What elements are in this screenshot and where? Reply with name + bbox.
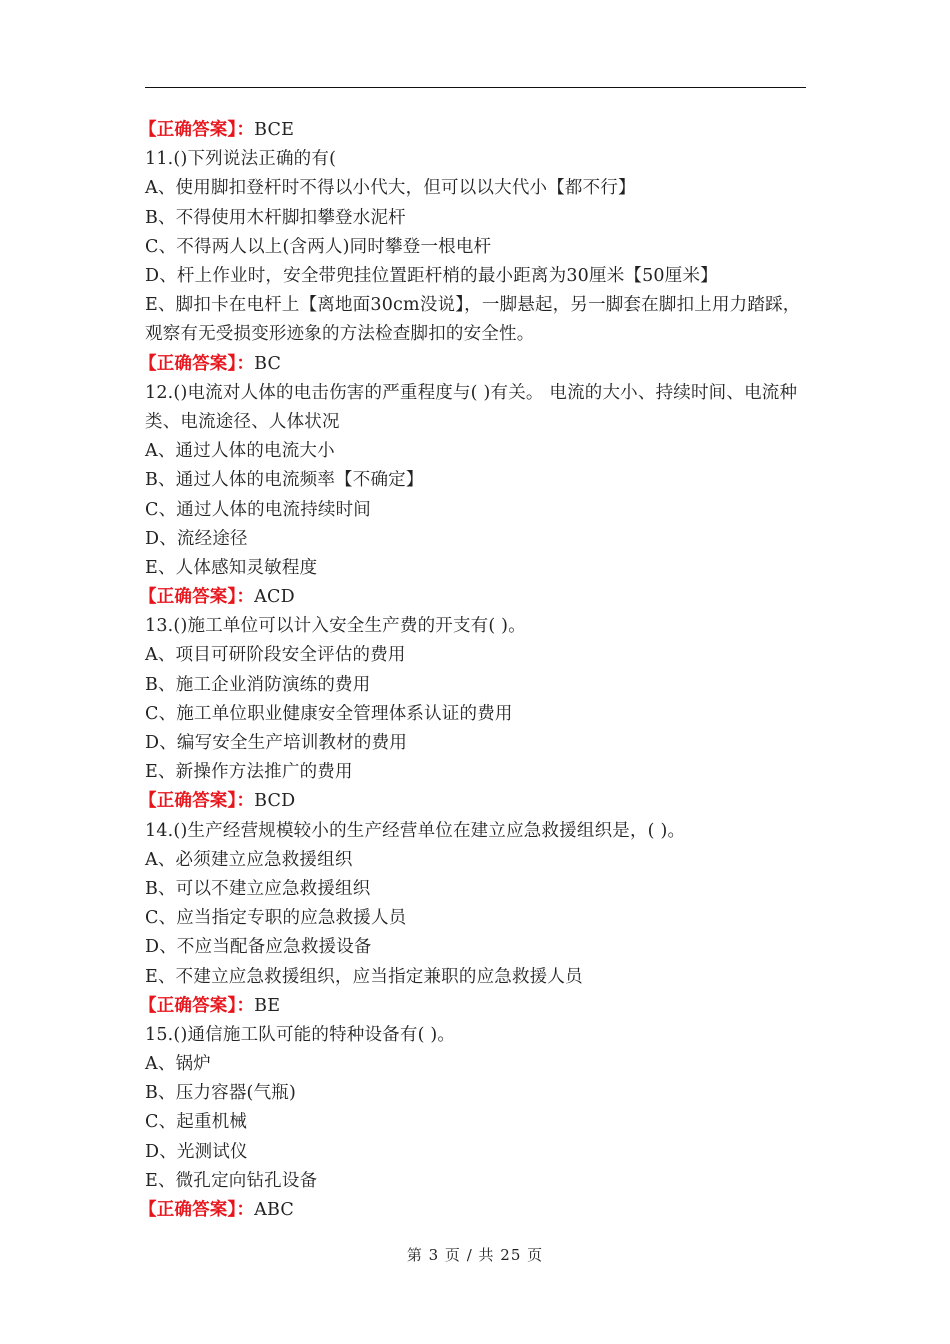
answer-line — [139, 992, 810, 1021]
option-e: E、微孔定向钻孔设备 — [145, 1170, 318, 1191]
answer-value: BCE — [254, 120, 295, 140]
question-stem: 12.()电流对人体的电击伤害的严重程度与( )有关。 电流的大小、持续时间、电流种类、电流途径、人体状况 — [145, 382, 798, 432]
answer-line — [139, 116, 810, 145]
question-stem: 11.()下列说法正确的有( — [145, 149, 337, 170]
answer-line — [139, 787, 810, 816]
question-block — [139, 817, 810, 1021]
question-block — [139, 145, 810, 379]
option-a: A、项目可研阶段安全评估的费用 — [145, 645, 406, 666]
option-e: E、人体感知灵敏程度 — [145, 557, 318, 578]
answer-label: 【正确答案】： — [139, 120, 255, 140]
option-a: A、通过人体的电流大小 — [145, 441, 335, 462]
answer-label: 【正确答案】： — [139, 353, 255, 374]
page-content — [139, 116, 810, 1225]
option-e: E、不建立应急救援组织，应当指定兼职的应急救援人员 — [145, 966, 583, 987]
answer-label: 【正确答案】： — [139, 995, 255, 1016]
option-c: C、施工单位职业健康安全管理体系认证的费用 — [145, 703, 513, 724]
option-a: A、锅炉 — [145, 1054, 211, 1075]
answer-line — [139, 350, 810, 379]
question-stem: 15.()通信施工队可能的特种设备有( )。 — [145, 1024, 456, 1045]
option-c: C、不得两人以上(含两人)同时攀登一根电杆 — [145, 236, 492, 257]
answer-line — [139, 583, 810, 612]
answer-value: BCD — [254, 791, 296, 812]
option-c: C、应当指定专职的应急救援人员 — [145, 908, 407, 929]
option-d: D、流经途径 — [145, 528, 248, 549]
option-b: B、不得使用木杆脚扣攀登水泥杆 — [145, 207, 406, 228]
option-d: D、光测试仪 — [145, 1141, 248, 1162]
answer-value: BE — [254, 995, 281, 1016]
option-c: C、起重机械 — [145, 1112, 248, 1133]
option-a: A、必须建立应急救援组织 — [145, 849, 353, 870]
header-rule — [145, 87, 806, 88]
option-e: E、脚扣卡在电杆上【离地面30cm没说】，一脚悬起，另一脚套在脚扣上用力踏踩，观察有无受损变形迹象的方法检查脚扣的安全性。 — [145, 295, 801, 345]
question-stem: 13.()施工单位可以计入安全生产费的开支有( )。 — [145, 616, 526, 637]
option-d: D、不应当配备应急救援设备 — [145, 937, 372, 958]
answer-line — [139, 1196, 810, 1225]
question-block — [139, 1021, 810, 1225]
answer-label: 【正确答案】： — [139, 587, 255, 608]
option-d: D、编写安全生产培训教材的费用 — [145, 733, 408, 753]
option-b: B、可以不建立应急救援组织 — [145, 878, 371, 899]
question-stem: 14.()生产经营规模较小的生产经营单位在建立应急救援组织是，( )。 — [145, 820, 686, 841]
option-a: A、使用脚扣登杆时不得以小代大，但可以以大代小【都不行】 — [145, 178, 636, 199]
question-block — [139, 379, 810, 613]
answer-value: ACD — [254, 587, 295, 608]
answer-label: 【正确答案】： — [139, 1200, 255, 1220]
answer-label: 【正确答案】： — [139, 791, 255, 812]
page-number-footer: 第 3 页 / 共 25 页 — [406, 1246, 544, 1264]
question-block — [139, 612, 810, 816]
option-b: B、施工企业消防演练的费用 — [145, 674, 371, 695]
option-e: E、新操作方法推广的费用 — [145, 762, 353, 783]
answer-value: ABC — [254, 1200, 294, 1220]
answer-value: BC — [254, 353, 282, 374]
option-c: C、通过人体的电流持续时间 — [145, 499, 371, 520]
option-b: B、压力容器(气瓶) — [145, 1083, 297, 1104]
option-d: D、杆上作业时，安全带兜挂位置距杆梢的最小距离为30厘米【50厘米】 — [145, 265, 718, 286]
option-b: B、通过人体的电流频率【不确定】 — [145, 470, 424, 491]
